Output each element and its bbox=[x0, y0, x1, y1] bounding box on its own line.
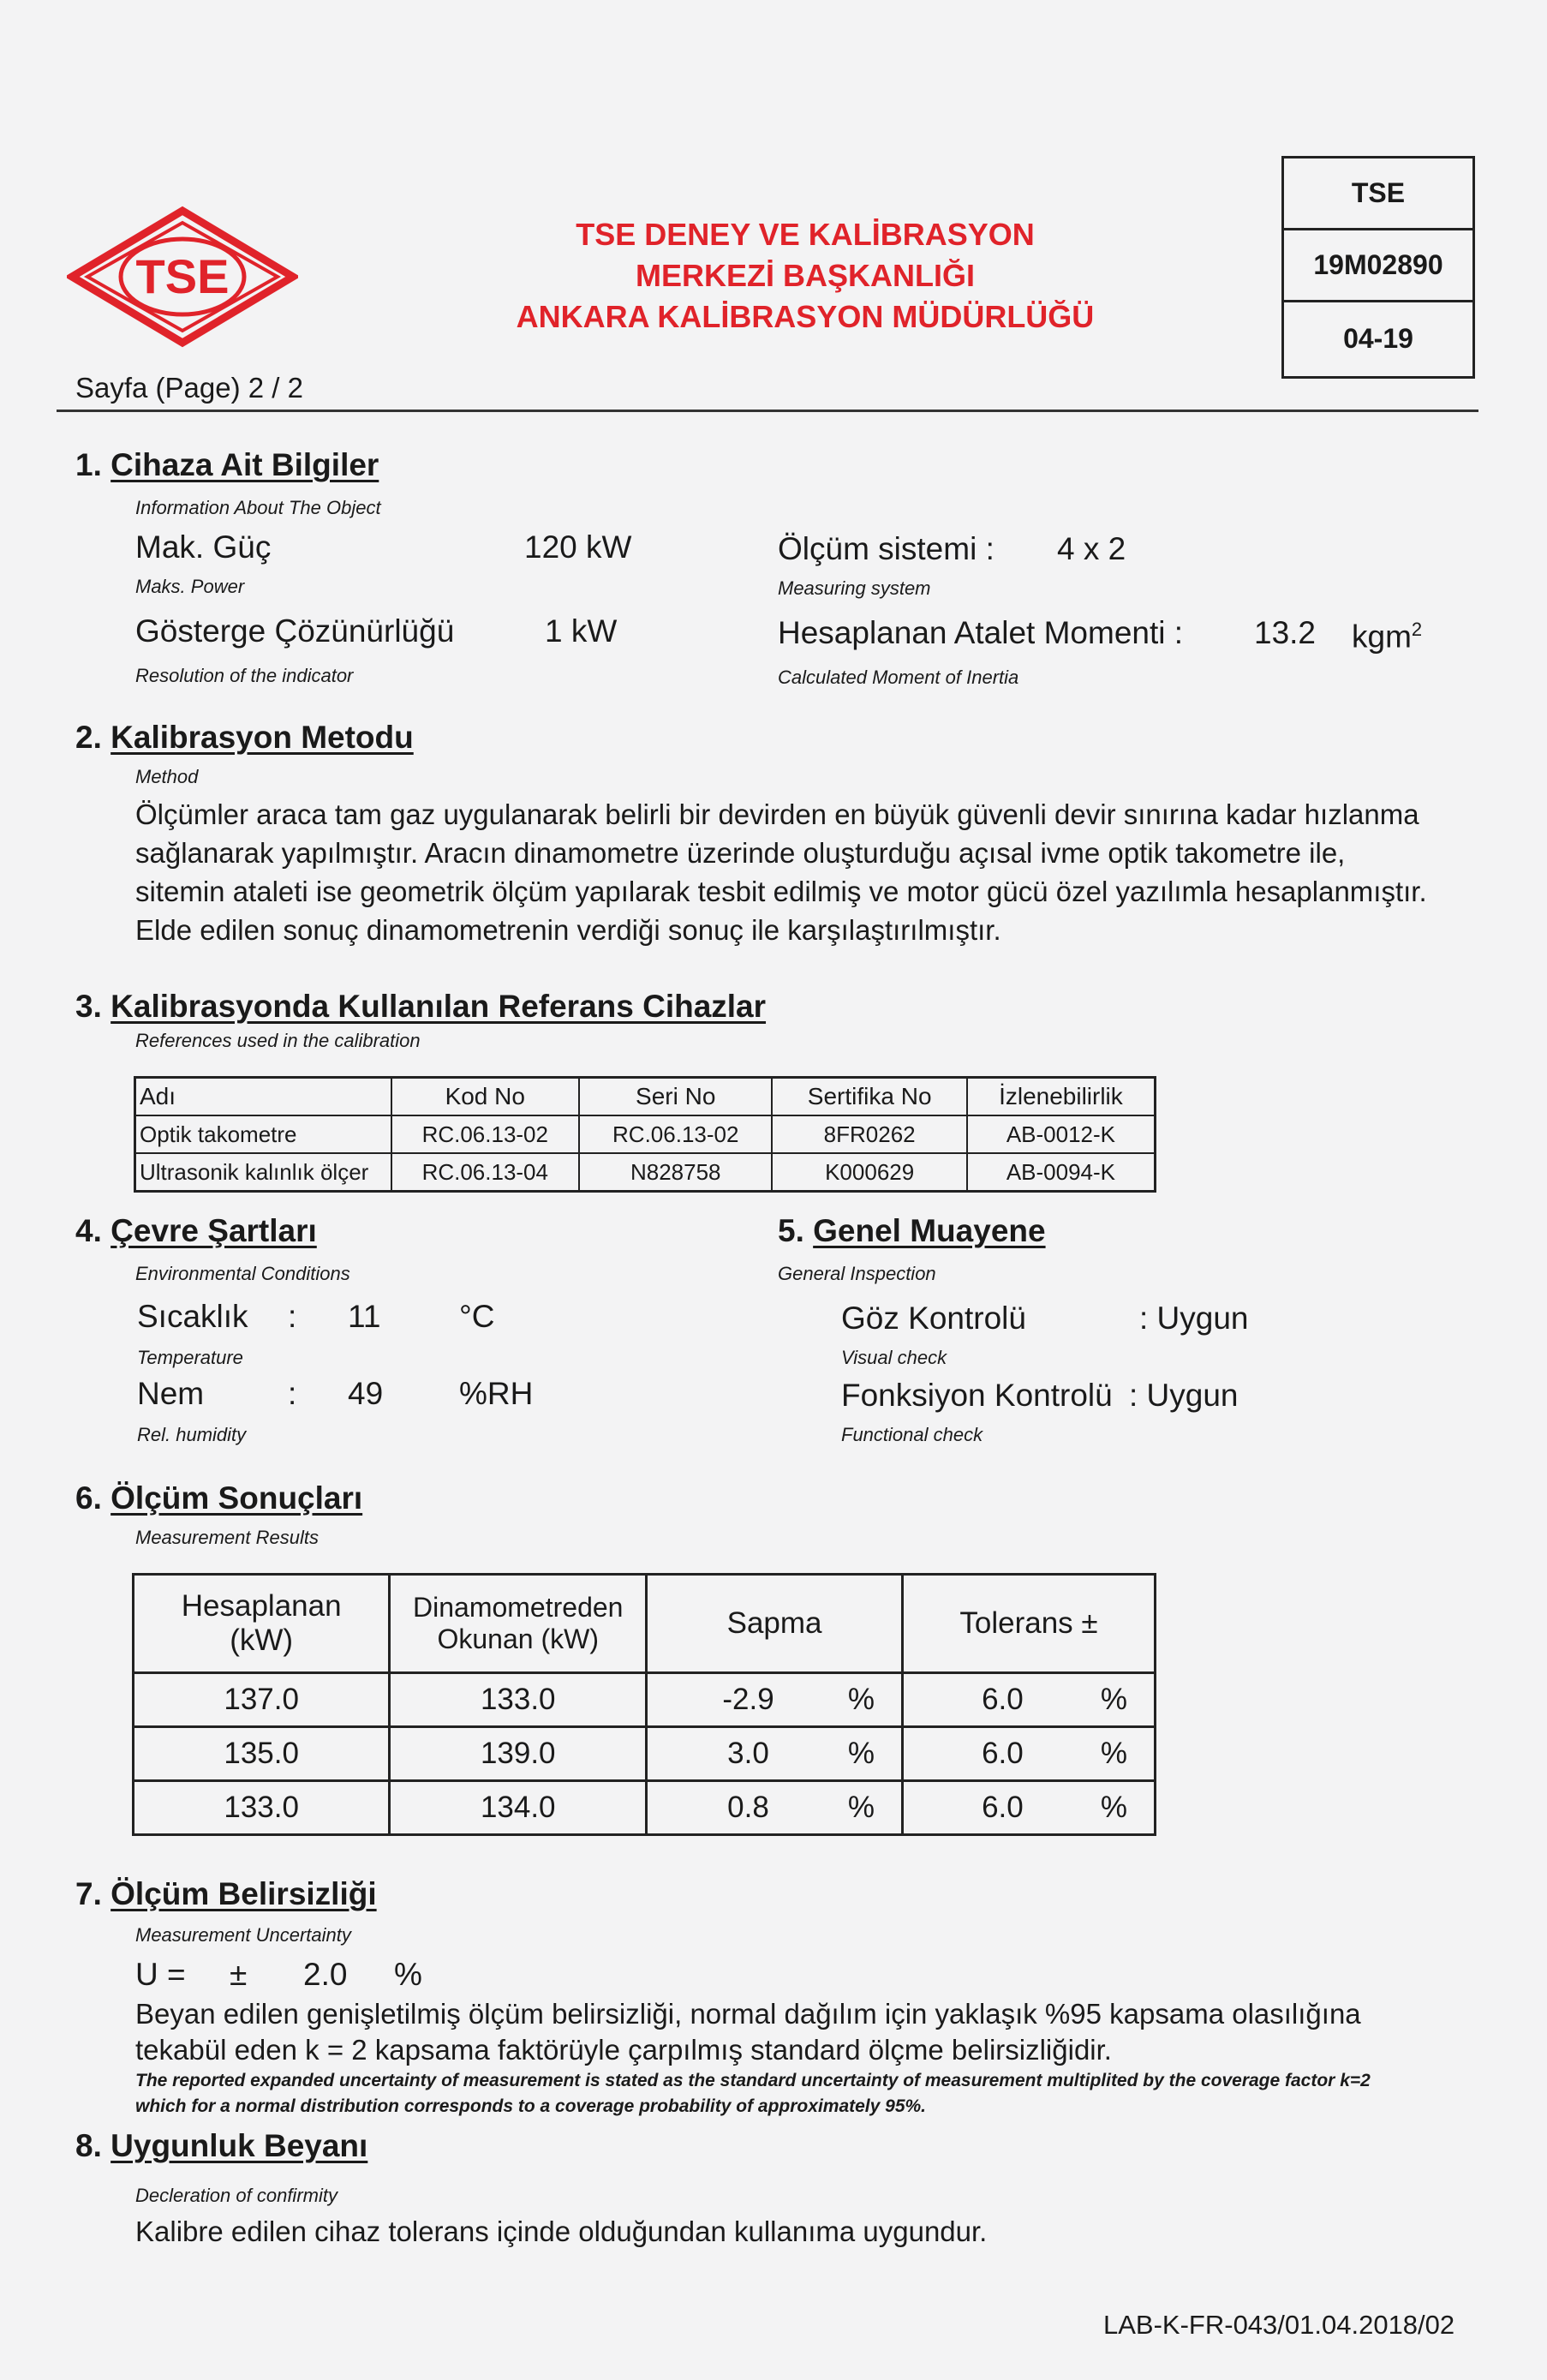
calculated-cell: 133.0 bbox=[134, 1781, 390, 1835]
temperature-label: Sıcaklık bbox=[137, 1299, 248, 1334]
col-header: Seri No bbox=[579, 1078, 772, 1116]
col-header: Sapma bbox=[647, 1575, 903, 1673]
uncertainty-text bbox=[135, 1996, 1472, 2068]
uncertainty-text-en bbox=[135, 2068, 1506, 2120]
humidity-unit: %RH bbox=[459, 1376, 534, 1411]
measurement-results-table bbox=[132, 1573, 1156, 1836]
percent-sign: % bbox=[1100, 1737, 1127, 1770]
read-cell: 134.0 bbox=[390, 1781, 647, 1835]
table-cell: RC.06.13-02 bbox=[391, 1115, 579, 1153]
id-box-org: TSE bbox=[1284, 158, 1472, 230]
uncertainty-line: Beyan edilen genişletilmiş ölçüm belirsizliği, normal dağılım için yaklaşık %95 kapsama olasılığına bbox=[135, 1998, 1361, 2030]
table-cell: AB-0094-K bbox=[967, 1153, 1156, 1192]
percent-sign: % bbox=[847, 1737, 875, 1770]
uncertainty-unit: % bbox=[394, 1957, 422, 1992]
section-4-title bbox=[75, 1213, 317, 1249]
uncertainty-line-en: which for a normal distribution corresponds to a coverage probability of approximately 95%. bbox=[135, 2096, 927, 2116]
resolution-value: 1 kW bbox=[545, 613, 618, 649]
table-cell: Optik takometre bbox=[135, 1115, 391, 1153]
section-heading: Uygunluk Beyanı bbox=[110, 2128, 368, 2163]
section-number: 1. bbox=[75, 447, 102, 482]
inertia-value: 13.2 bbox=[1254, 615, 1317, 650]
tolerance-value: 6.0 bbox=[982, 1683, 1024, 1716]
functional-check-label-en: Functional check bbox=[841, 1424, 983, 1445]
section-number: 5. bbox=[778, 1213, 804, 1248]
inertia-unit-exponent: 2 bbox=[1411, 619, 1423, 640]
resolution-label-en: Resolution of the indicator bbox=[135, 665, 354, 686]
read-cell: 133.0 bbox=[390, 1673, 647, 1727]
section-number: 4. bbox=[75, 1213, 102, 1248]
deviation-cell bbox=[647, 1727, 903, 1781]
calculated-cell: 135.0 bbox=[134, 1727, 390, 1781]
table-cell: N828758 bbox=[579, 1153, 772, 1192]
certificate-id-box bbox=[1281, 156, 1475, 379]
section-7-title-en: Measurement Uncertainty bbox=[135, 1924, 351, 1946]
calculated-cell: 137.0 bbox=[134, 1673, 390, 1727]
tolerance-value: 6.0 bbox=[982, 1791, 1024, 1824]
inertia-unit bbox=[1352, 619, 1422, 655]
col-header: Kod No bbox=[391, 1078, 579, 1116]
table-row bbox=[134, 1727, 1156, 1781]
section-5-title-en: General Inspection bbox=[778, 1263, 936, 1284]
functional-check-label: Fonksiyon Kontrolü bbox=[841, 1378, 1113, 1413]
section-heading: Çevre Şartları bbox=[110, 1213, 317, 1248]
percent-sign: % bbox=[847, 1791, 875, 1824]
resolution-label: Gösterge Çözünürlüğü bbox=[135, 613, 455, 649]
table-cell: K000629 bbox=[772, 1153, 966, 1192]
organization-name bbox=[480, 214, 1131, 338]
org-line: MERKEZİ BAŞKANLIĞI bbox=[636, 258, 975, 293]
org-line: TSE DENEY VE KALİBRASYON bbox=[576, 217, 1035, 252]
logo-text: TSE bbox=[135, 249, 230, 303]
deviation-value: -2.9 bbox=[722, 1683, 774, 1716]
section-number: 7. bbox=[75, 1876, 102, 1911]
method-line: Ölçümler araca tam gaz uygulanarak belirli bir devirden en büyük güvenli devir sınırına kadar hızlanma bbox=[135, 798, 1419, 830]
inertia-label-en: Calculated Moment of Inertia bbox=[778, 667, 1019, 688]
measuring-system-value: 4 x 2 bbox=[1057, 531, 1126, 566]
method-line: sağlanarak yapılmıştır. Aracın dinamometre üzerinde oluşturduğu açısal ivme optik takometre ile, bbox=[135, 837, 1346, 869]
tolerance-cell bbox=[902, 1727, 1155, 1781]
section-1-title bbox=[75, 447, 379, 483]
section-heading: Genel Muayene bbox=[813, 1213, 1046, 1248]
section-8-title bbox=[75, 2128, 367, 2164]
percent-sign: % bbox=[1100, 1683, 1127, 1716]
section-number: 8. bbox=[75, 2128, 102, 2163]
section-1-title-en: Information About The Object bbox=[135, 497, 381, 518]
section-2-title bbox=[75, 720, 414, 756]
temperature-value: 11 bbox=[348, 1299, 381, 1334]
inertia-unit-base: kgm bbox=[1352, 619, 1412, 655]
table-cell: RC.06.13-02 bbox=[579, 1115, 772, 1153]
functional-check-value: : Uygun bbox=[1129, 1378, 1239, 1413]
section-number: 6. bbox=[75, 1480, 102, 1516]
org-line: ANKARA KALİBRASYON MÜDÜRLÜĞÜ bbox=[516, 299, 1095, 334]
humidity-value: 49 bbox=[348, 1376, 384, 1411]
section-4-title-en: Environmental Conditions bbox=[135, 1263, 350, 1284]
deviation-cell bbox=[647, 1673, 903, 1727]
col-header: İzlenebilirlik bbox=[967, 1078, 1156, 1116]
table-row bbox=[134, 1781, 1156, 1835]
uncertainty-line: tekabül eden k = 2 kapsama faktörüyle çarpılmış standard ölçme belirsizliğidir. bbox=[135, 2034, 1112, 2066]
certificate-date: 04-19 bbox=[1343, 322, 1413, 354]
table-header-row bbox=[135, 1078, 1156, 1116]
header-divider bbox=[57, 410, 1478, 412]
uncertainty-label: U = bbox=[135, 1957, 186, 1992]
deviation-value: 0.8 bbox=[727, 1791, 769, 1824]
section-heading: Ölçüm Belirsizliği bbox=[110, 1876, 377, 1911]
percent-sign: % bbox=[1100, 1791, 1127, 1824]
page-number: Sayfa (Page) 2 / 2 bbox=[75, 372, 303, 404]
section-number: 2. bbox=[75, 720, 102, 755]
tse-logo bbox=[67, 204, 298, 350]
humidity-label-en: Rel. humidity bbox=[137, 1424, 247, 1445]
conformity-statement: Kalibre edilen cihaz tolerans içinde olduğundan kullanıma uygundur. bbox=[135, 2216, 988, 2247]
temperature-label-en: Temperature bbox=[137, 1347, 243, 1368]
visual-check-label-en: Visual check bbox=[841, 1347, 947, 1368]
method-text bbox=[135, 795, 1472, 949]
section-5-title bbox=[778, 1213, 1046, 1249]
section-7-title bbox=[75, 1876, 377, 1912]
uncertainty-plus-minus: ± bbox=[230, 1957, 248, 1992]
col-header-text: Hesaplanan (kW) bbox=[181, 1589, 342, 1657]
section-heading: Kalibrasyonda Kullanılan Referans Cihazlar bbox=[110, 989, 767, 1024]
max-power-label-en: Maks. Power bbox=[135, 576, 245, 597]
visual-check-label: Göz Kontrolü bbox=[841, 1301, 1026, 1336]
table-cell: 8FR0262 bbox=[772, 1115, 966, 1153]
table-cell: Ultrasonik kalınlık ölçer bbox=[135, 1153, 391, 1192]
col-header: Tolerans ± bbox=[902, 1575, 1155, 1673]
temperature-unit: °C bbox=[459, 1299, 495, 1334]
deviation-cell bbox=[647, 1781, 903, 1835]
table-cell: AB-0012-K bbox=[967, 1115, 1156, 1153]
table-row bbox=[135, 1115, 1156, 1153]
percent-sign: % bbox=[847, 1683, 875, 1716]
method-line: Elde edilen sonuç dinamometrenin verdiği sonuç ile karşılaştırılmıştır. bbox=[135, 914, 1001, 946]
read-cell: 139.0 bbox=[390, 1727, 647, 1781]
max-power-value: 120 kW bbox=[524, 529, 632, 565]
section-6-title-en: Measurement Results bbox=[135, 1527, 319, 1548]
max-power-label: Mak. Güç bbox=[135, 529, 272, 565]
section-3-title-en: References used in the calibration bbox=[135, 1030, 421, 1051]
col-header: Adı bbox=[135, 1078, 391, 1116]
tolerance-cell bbox=[902, 1781, 1155, 1835]
section-6-title bbox=[75, 1480, 362, 1516]
section-heading: Cihaza Ait Bilgiler bbox=[110, 447, 379, 482]
temperature-colon: : bbox=[288, 1299, 297, 1334]
humidity-colon: : bbox=[288, 1376, 297, 1411]
section-heading: Kalibrasyon Metodu bbox=[110, 720, 414, 755]
section-8-title-en: Decleration of confirmity bbox=[135, 2185, 337, 2206]
certificate-number: 19M02890 bbox=[1284, 230, 1472, 302]
humidity-label: Nem bbox=[137, 1376, 205, 1411]
section-3-title bbox=[75, 989, 766, 1025]
deviation-value: 3.0 bbox=[727, 1737, 769, 1770]
col-header bbox=[390, 1575, 647, 1673]
reference-devices-table bbox=[134, 1076, 1156, 1193]
table-header-row bbox=[134, 1575, 1156, 1673]
section-2-title-en: Method bbox=[135, 766, 199, 787]
tolerance-value: 6.0 bbox=[982, 1737, 1024, 1770]
visual-check-value: : Uygun bbox=[1139, 1301, 1249, 1336]
method-line: sitemin ataleti ise geometrik ölçüm yapılarak tesbit edilmiş ve motor gücü özel yazılımla hesaplanmıştır. bbox=[135, 876, 1427, 907]
uncertainty-line-en: The reported expanded uncertainty of measurement is stated as the standard uncertainty of measurement multiplited by the coverage factor k=2 bbox=[135, 2071, 1371, 2090]
tolerance-cell bbox=[902, 1673, 1155, 1727]
table-row bbox=[135, 1153, 1156, 1192]
section-heading: Ölçüm Sonuçları bbox=[110, 1480, 363, 1516]
col-header bbox=[134, 1575, 390, 1673]
section-number: 3. bbox=[75, 989, 102, 1024]
measuring-system-label: Ölçüm sistemi : bbox=[778, 531, 994, 566]
inertia-label: Hesaplanan Atalet Momenti : bbox=[778, 615, 1184, 650]
col-header-text: Dinamometreden Okunan (kW) bbox=[413, 1592, 624, 1654]
table-row bbox=[134, 1673, 1156, 1727]
form-code: LAB-K-FR-043/01.04.2018/02 bbox=[1103, 2310, 1455, 2340]
table-cell: RC.06.13-04 bbox=[391, 1153, 579, 1192]
measuring-system-label-en: Measuring system bbox=[778, 577, 931, 599]
uncertainty-value: 2.0 bbox=[303, 1957, 348, 1992]
col-header: Sertifika No bbox=[772, 1078, 966, 1116]
